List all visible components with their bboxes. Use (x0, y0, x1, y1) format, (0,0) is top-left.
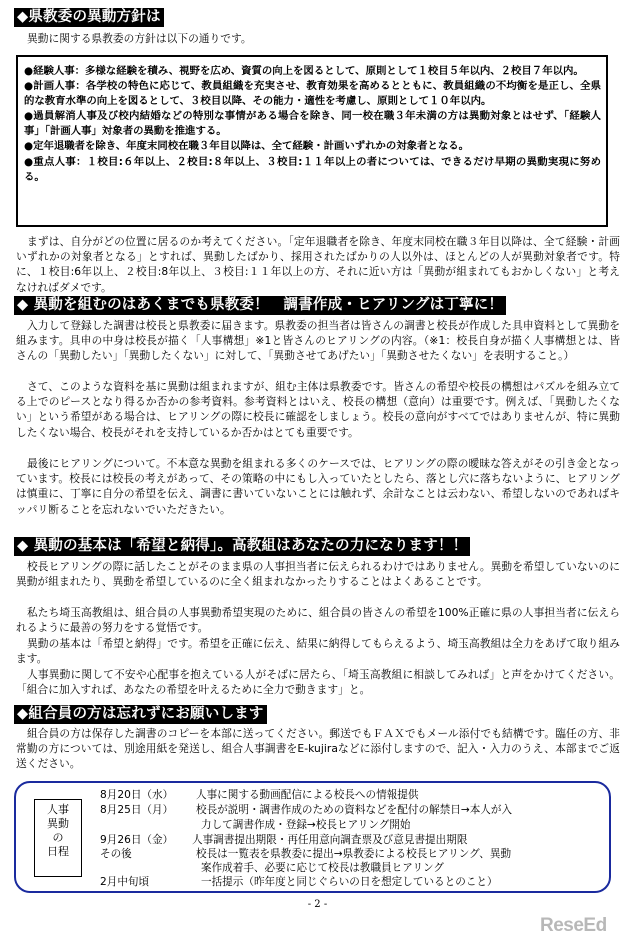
reseed-logo: ReseEd (540, 915, 607, 936)
schedule-desc: 人事に関する動画配信による校長への情報提供 (196, 789, 419, 801)
section-heading-kenkyoi: ◆ 異動を組むのはあくまでも県教委！ 調書作成・ヒアリングは丁寧に！ (14, 296, 506, 315)
section-heading-request: ◆組合員の方は忘れずにお願いします (14, 705, 267, 724)
body-paragraph: 組合員の方は保存した調書のコピーを本部に送ってください。郵送でもＦＡＸでもメール添付でも結構です。臨任の方、非常勤の方については、別途用紙を発送し、組合人事調書をE-kujiraなどに添付しますので、記入・入力のうえ、本部までご返送ください。 (16, 727, 620, 771)
policy-item: ●経験人事：多様な経験を積み、視野を広め、資質の向上を図るとして、原則として１校目５年以内、２校目７年以内。 (24, 65, 584, 77)
schedule-desc: 校長は一覧表を県教委に提出→県教委による校長ヒアリング、異動 (196, 848, 512, 860)
policy-item: ●重点人事：１校目:６年以上、２校目:８年以上、３校目:１１年以上の者については、できるだけ早期の異動実現に努める。 (24, 155, 601, 183)
schedule-desc: 案作成着手、必要に応じて校長は教職員ヒアリング (201, 862, 445, 874)
schedule-desc: 力して調書作成・登録→校長ヒアリング開始 (201, 819, 411, 831)
schedule-desc: 人事調書提出期限・再任用意向調査票及び意見書提出期限 (192, 834, 468, 846)
schedule-date: 8月25日（月） (100, 804, 174, 816)
body-paragraph: 私たち埼玉高教組は、組合員の人事異動希望実現のために、組合員の皆さんの希望を100%正確に県の人事担当者に伝えられるように最善の努力をする覚悟です。 (16, 606, 620, 635)
body-paragraph: 入力して登録した調書は校長と県教委に届きます。県教委の担当者は皆さんの調書と校長が作成した具申資料として異動を組みます。具申の中身は校長が描く「人事構想」※1と皆さんのヒアリングの内容。（※1：校長自身が描く人事構想とは、皆さんの「異動したい」「異動したくない」に対して、「異動させてあげたい」「異動させたくない」を表明すること。） (16, 319, 620, 363)
schedule-label-line: 日程 (47, 845, 69, 858)
schedule-date: 9月26日（金） (100, 834, 174, 846)
schedule-label-line: 人事 (47, 803, 69, 816)
section-heading-policy: ◆県教委の異動方針は (14, 8, 164, 27)
schedule-date: 2月中旬頃 (100, 876, 150, 888)
schedule-box (14, 781, 611, 893)
policy-item: ●計画人事：各学校の特色に応じて、教員組織を充実させ、教育効果を高めるとともに、教員組織の不均衡を是正し、全県的な教育水準の向上を図るとして、３校目以降、その能力・適性を考慮し、原則として１０年以内。 (24, 80, 601, 108)
policy-item: ●定年退職者を除き、年度末同校在職３年目以降は、全て経験・計画いずれかの対象者となる。 (24, 140, 470, 153)
schedule-desc: 一括提示（昨年度と同じぐらいの日を想定しているとのこと） (201, 876, 498, 888)
schedule-desc: 校長が説明・調書作成のための資料などを配付の解禁日→本人が入 (196, 804, 513, 816)
schedule-label (34, 799, 82, 877)
schedule-date: その後 (100, 848, 132, 860)
policy-item: ●過員解消人事及び校内結婚などの特別な事情がある場合を除き、同一校在職３年未満の方は異動対象とはせず、「経験人事」「計画人事」対象者の異動を推進する。 (24, 110, 601, 138)
page-number: - 2 - (307, 899, 328, 910)
body-paragraph: 異動の基本は「希望と納得」です。希望を正確に伝え、結果に納得してもらえるよう、埼玉高教組は全力をあげて取り組みます。 (16, 637, 620, 666)
section-intro: 異動に関する県教委の方針は以下の通りです。 (27, 32, 252, 45)
body-paragraph: さて、このような資料を基に異動は組まれますが、組む主体は県教委です。皆さんの希望や校長の構想はパズルを組み立てる上でのピースとなり得るか否かの参考資料。参考資料とはいえ、校長の構想（意向）は重要です。例えば、「異動したくない」という希望がある場合は、ヒアリングの際に校長に確認をしましょう。校長の意向がすべてではありませんが、特に異動したくない場合、校長がそれを支持しているか否かはとても重要です。 (16, 380, 620, 439)
schedule-date: 8月20日（水） (100, 789, 174, 801)
schedule-label-line: の (52, 831, 64, 844)
body-paragraph: まずは、自分がどの位置に居るのか考えてください。「定年退職者を除き、年度末同校在職３年目以降は、全て経験・計画いずれかの対象者となる」とすれば、異動したばかり、採用されたばかりの人以外は、ほとんどの人が異動対象者です。特に、１校目:6年以上、２校目:8年以上、３校目:１１年以上の方、それに近い方は「異動が組まれてもおかしくない」と考えなければダメです。 (16, 235, 620, 294)
body-paragraph: 人事異動に関して不安や心配事を抱えている人がそばに居たら、「埼玉高教組に相談してみれば」と声をかけてください。「組合に加入すれば、あなたの希望を叶えるために全力で動きます」と。 (16, 668, 620, 697)
policy-box (16, 55, 608, 227)
body-paragraph: 最後にヒアリングについて。不本意な異動を組まれる多くのケースでは、ヒアリングの際の曖昧な答えがその引き金となっています。校長には校長の考えがあって、その策略の中にもし入っていたとしたら、落とし穴に落ちないように、ヒアリングは慎重に、丁寧に自分の希望を伝え、調書に書いていないことには触れず、余計なことは云わない、希望しないのであればキッパリ断ることを忘れないでいただきたい。 (16, 457, 620, 516)
body-paragraph: 校長ヒアリングの際に話したことがそのまま県の人事担当者に伝えられるわけではありません。異動を希望していないのに異動が組まれたり、異動を希望しているのに全く組まれなかったりすることはよくあることです。 (16, 560, 620, 589)
schedule-label-line: 異動 (47, 817, 69, 830)
section-heading-kibou: ◆ 異動の基本は「希望と納得」。高教組はあなたの力になります！！ (14, 537, 470, 556)
